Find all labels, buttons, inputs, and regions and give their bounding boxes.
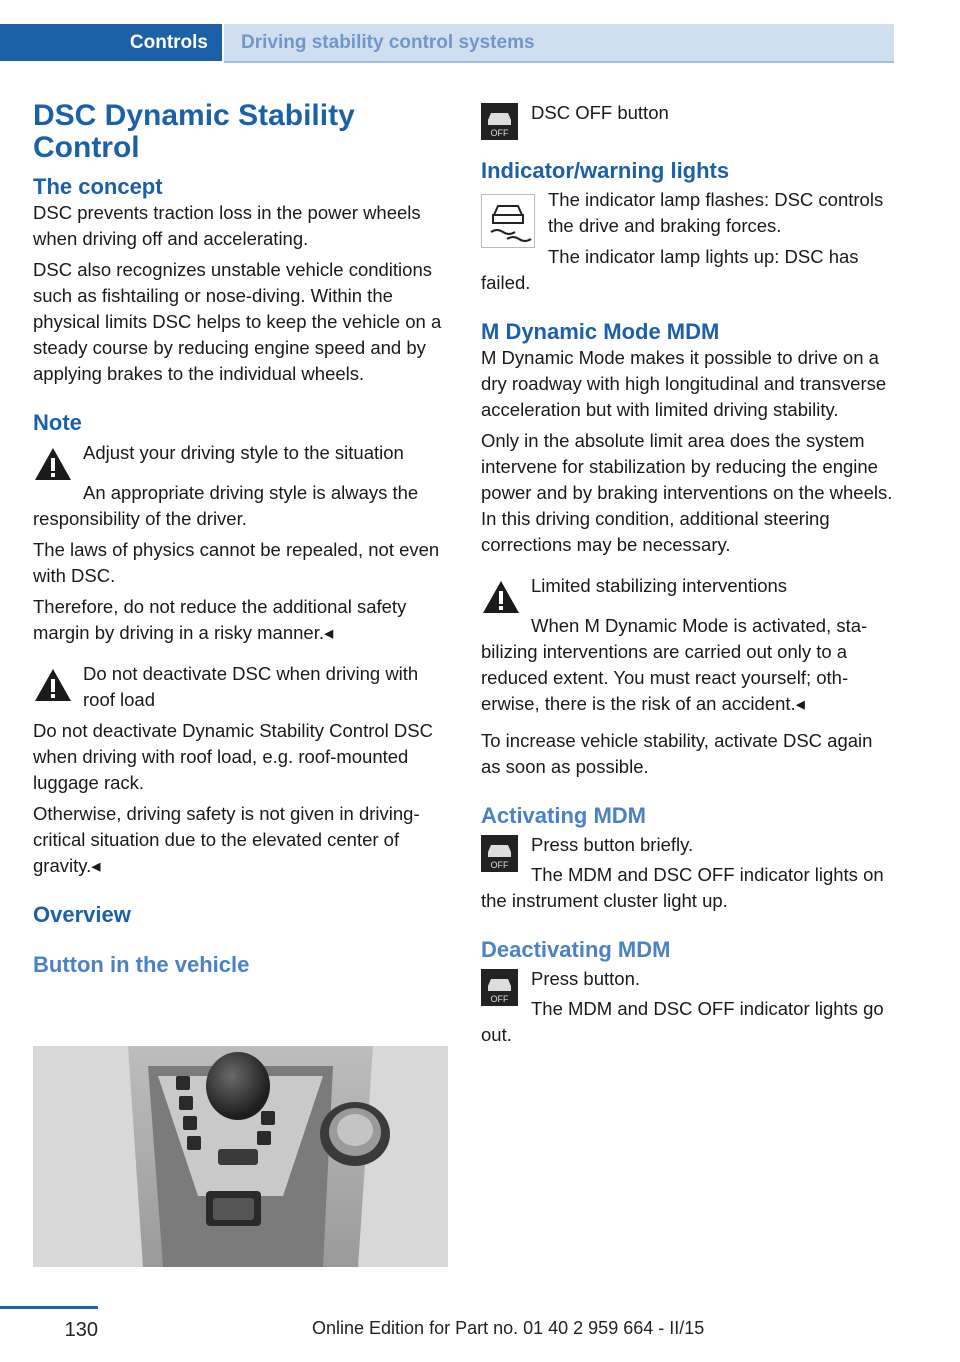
activating-row <box>481 832 896 872</box>
button-in-vehicle-heading: Button in the vehicle <box>33 952 250 977</box>
limited-paragraph-2: To increase vehicle stability, activate DSC again as soon as possible. <box>481 730 873 777</box>
warning-limited <box>481 573 896 613</box>
note-heading: Note <box>33 410 82 435</box>
page-number: 130 <box>0 1306 98 1342</box>
header-subsection-tab <box>224 24 894 61</box>
mdm-paragraph-2: Only in the absolute limit area does the system intervene for stabilization by reducing the engine power and by braking interventions on the wheels. In this driving condition, additional steering corrections may be necessary. <box>481 430 893 555</box>
concept-paragraph-2: DSC also recognizes unstable vehicle conditions such as fishtailing or nose-diving. Within the physical limits DSC helps to keep the vehicle on a steady course by reducing engine speed and by applying brakes to the individual wheels. <box>33 259 442 384</box>
mdm-button-icon <box>481 969 518 1006</box>
dsc-off-button-label: DSC OFF button <box>531 102 669 123</box>
deactivating-paragraph-2: The MDM and DSC OFF indicator lights go out. <box>481 998 884 1045</box>
indicator-paragraph-2: The indicator lamp lights up: DSC has failed. <box>481 246 859 293</box>
deactivating-row <box>481 966 896 1006</box>
deactivating-heading: Deactivating MDM <box>481 937 671 962</box>
limited-paragraph-1: When M Dynamic Mode is activated, stabilizing interventions are carried out only to a reduced extent. You must react yourself; otherwise, there is the risk of an accident.◂ <box>481 615 868 714</box>
svg-text:OFF: OFF <box>490 994 509 1004</box>
page-title: DSC Dynamic Stability Control <box>33 99 355 164</box>
limited-title: Limited stabilizing interventions <box>531 575 788 596</box>
dsc-indicator-icon <box>481 194 535 248</box>
note1-paragraph-2: The laws of physics cannot be repealed, not even with DSC. <box>33 539 440 586</box>
svg-text:OFF: OFF <box>490 860 509 870</box>
header-section-tab <box>0 24 222 61</box>
header-subsection-label: Driving stability control systems <box>241 32 535 53</box>
activating-heading: Activating MDM <box>481 803 646 828</box>
activating-paragraph-2: The MDM and DSC OFF indicator lights on the instrument cluster light up. <box>481 864 884 911</box>
concept-paragraph-1: DSC prevents traction loss in the power wheels when driving off and accelerating. <box>33 202 421 249</box>
overview-heading: Overview <box>33 902 131 927</box>
warning-triangle-icon <box>33 667 73 703</box>
svg-text:OFF: OFF <box>490 128 509 138</box>
warning-note-1 <box>33 440 448 480</box>
note2-title: Do not deactivate DSC when driving with roof load <box>83 663 419 710</box>
header-divider <box>224 61 894 63</box>
dsc-off-button-icon <box>481 103 518 140</box>
right-column <box>481 100 896 1053</box>
header-section-label: Controls <box>129 32 208 53</box>
dsc-off-button-row <box>481 100 896 140</box>
center-console-image <box>33 1046 448 1267</box>
note1-title: Adjust your driving style to the situation <box>83 442 404 463</box>
deactivating-paragraph-1: Press button. <box>531 968 641 989</box>
warning-triangle-icon <box>481 579 521 615</box>
mdm-heading: M Dynamic Mode MDM <box>481 319 720 344</box>
warning-note-2 <box>33 661 448 713</box>
note2-paragraph-2: Otherwise, driving safety is not given in driving-critical situation due to the elevated center of gravity.◂ <box>33 803 420 876</box>
vehicle-console-photo <box>33 1046 448 1267</box>
indicator-paragraph-1: The indicator lamp flashes: DSC controls the drive and braking forces. <box>548 189 884 236</box>
mdm-button-icon <box>481 835 518 872</box>
edition-note: Online Edition for Part no. 01 40 2 959 664 - II/15 <box>312 1318 705 1338</box>
note2-paragraph-1: Do not deactivate Dynamic Stability Control DSC when driving with roof load, e.g. roof-mounted luggage rack. <box>33 720 433 793</box>
concept-heading: The concept <box>33 174 163 199</box>
activating-paragraph-1: Press button briefly. <box>531 834 694 855</box>
warning-triangle-icon <box>33 446 73 482</box>
indicator-heading: Indicator/warning lights <box>481 158 730 183</box>
note1-paragraph-3: Therefore, do not reduce the additional safety margin by driving in a risky manner.◂ <box>33 596 407 643</box>
indicator-row <box>481 187 896 239</box>
left-column <box>33 100 448 978</box>
note1-paragraph-1: An appropriate driving style is always the responsibility of the driver. <box>33 482 419 529</box>
mdm-paragraph-1: M Dynamic Mode makes it possible to drive on a dry roadway with high longitudinal and transverse acceleration but with limited driving stability. <box>481 347 887 420</box>
